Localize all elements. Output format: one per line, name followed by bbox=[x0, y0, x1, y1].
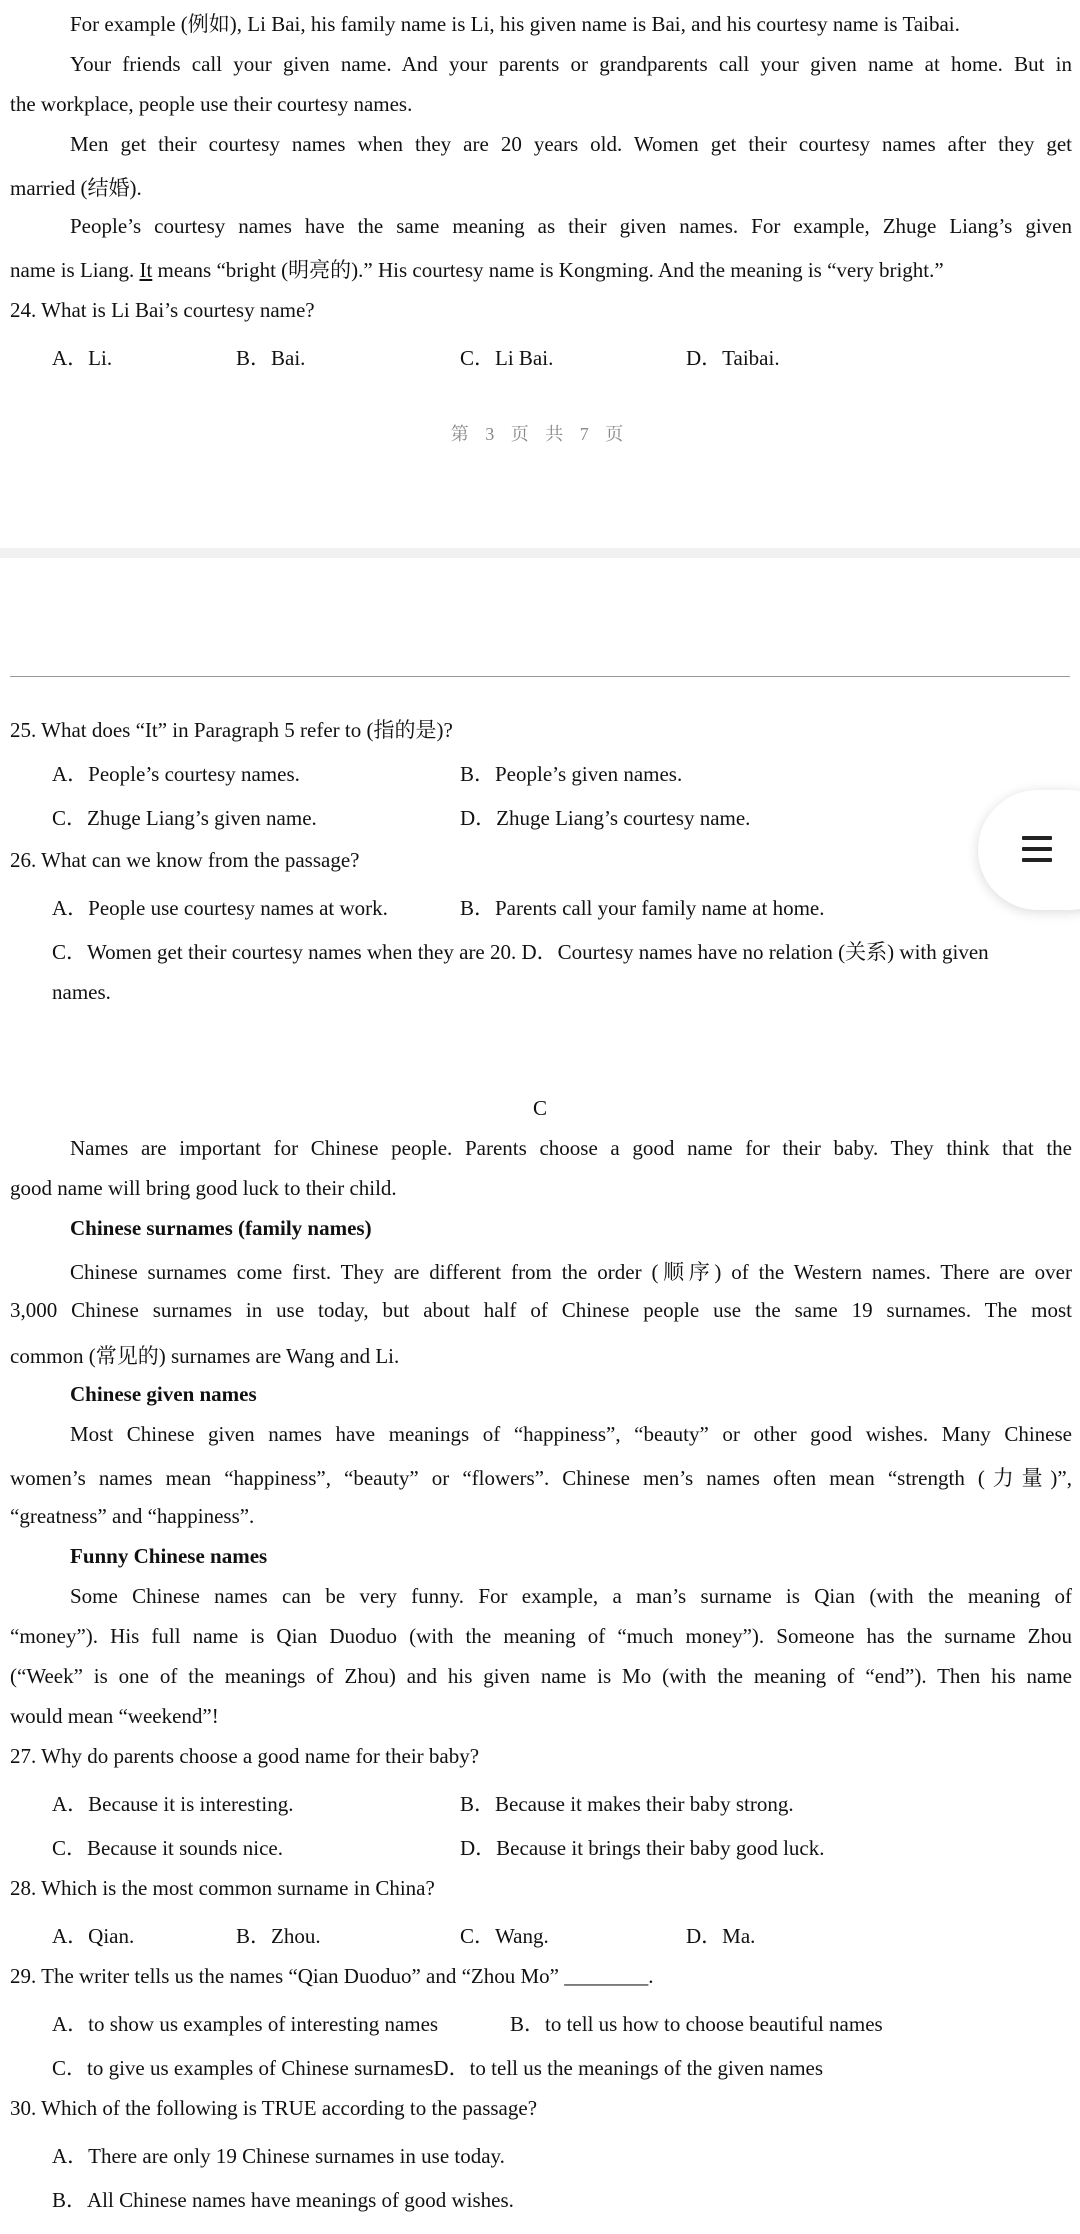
q24-option-a: A．Li. bbox=[52, 346, 113, 370]
paragraph-c1-line2: good name will bring good luck to their child. bbox=[10, 1176, 397, 1200]
question-24-stem: 24. What is Li Bai’s courtesy name? bbox=[10, 298, 315, 322]
q28-option-a: A．Qian. bbox=[52, 1924, 135, 1948]
page-footer: 第 3 页 共 7 页 bbox=[450, 424, 630, 444]
question-25-stem: 25. What does “It” in Paragraph 5 refer to (指的是)? bbox=[10, 718, 453, 742]
q27-option-b: B．Because it makes their baby strong. bbox=[460, 1792, 794, 1816]
q26-option-cd-continued: names. bbox=[52, 980, 111, 1004]
q29-option-cd: C．to give us examples of Chinese surnamesD．to tell us the meanings of the given names bbox=[52, 2056, 824, 2080]
paragraph-meaning-line1: People’s courtesy names have the same meaning as their given names. For example, Zhuge Liang’s given bbox=[70, 214, 1072, 238]
q28-option-d: D．Ma. bbox=[686, 1924, 756, 1948]
q24-option-c: C．Li Bai. bbox=[460, 346, 554, 370]
menu-button[interactable] bbox=[978, 790, 1080, 910]
q28-option-c: C．Wang. bbox=[460, 1924, 549, 1948]
heading-given-names: Chinese given names bbox=[70, 1382, 257, 1406]
q26-option-b: B．Parents call your family name at home. bbox=[460, 896, 825, 920]
question-27-stem: 27. Why do parents choose a good name for their baby? bbox=[10, 1744, 480, 1768]
q29-option-b: B．to tell us how to choose beautiful names bbox=[510, 2012, 883, 2036]
q25-option-d: D．Zhuge Liang’s courtesy name. bbox=[460, 806, 751, 830]
header-rule bbox=[10, 676, 1070, 677]
paragraph-c1-line1: Names are important for Chinese people. Parents choose a good name for their baby. They think that the bbox=[70, 1136, 1072, 1160]
paragraph-c4-line3: (“Week” is one of the meanings of Zhou) and his given name is Mo (with the meaning of “end”). Then his name bbox=[10, 1664, 1072, 1688]
heading-surnames: Chinese surnames (family names) bbox=[70, 1216, 372, 1240]
paragraph-c4-line4: would mean “weekend”! bbox=[10, 1704, 219, 1728]
paragraph-c3-line1: Most Chinese given names have meanings of “happiness”, “beauty” or other good wishes. Many Chinese bbox=[70, 1422, 1072, 1446]
paragraph-friends-line1: Your friends call your given name. And your parents or grandparents call your given name at home. But in bbox=[70, 52, 1072, 76]
paragraph-c3-line2: women’s names mean “happiness”, “beauty” or “flowers”. Chinese men’s names often mean “strength (力量)”, bbox=[10, 1466, 1072, 1490]
paragraph-c3-line3: “greatness” and “happiness”. bbox=[10, 1504, 255, 1528]
question-26-stem: 26. What can we know from the passage? bbox=[10, 848, 360, 872]
q25-option-c: C．Zhuge Liang’s given name. bbox=[52, 806, 317, 830]
paragraph-c4-line2: “money”). His full name is Qian Duoduo (with the meaning of “much money”). Someone has the surname Zhou bbox=[10, 1624, 1072, 1648]
paragraph-example: For example (例如), Li Bai, his family name is Li, his given name is Bai, and his courtesy name is Taibai. bbox=[70, 12, 960, 36]
q26-option-a: A．People use courtesy names at work. bbox=[52, 896, 388, 920]
paragraph-men-line1: Men get their courtesy names when they are 20 years old. Women get their courtesy names after they get bbox=[70, 132, 1072, 156]
question-28-stem: 28. Which is the most common surname in China? bbox=[10, 1876, 435, 1900]
passage-c-label: C bbox=[532, 1096, 547, 1120]
paragraph-c2-line2: 3,000 Chinese surnames in use today, but about half of Chinese people use the same 19 surnames. The most bbox=[10, 1298, 1072, 1322]
q24-option-b: B．Bai. bbox=[236, 346, 306, 370]
q30-option-b: B．All Chinese names have meanings of good wishes. bbox=[52, 2188, 514, 2212]
q25-option-a: A．People’s courtesy names. bbox=[52, 762, 300, 786]
q27-option-d: D．Because it brings their baby good luck. bbox=[460, 1836, 825, 1860]
paragraph-meaning-line2: name is Liang. It means “bright (明亮的).” His courtesy name is Kongming. And the meaning is “very bright.” bbox=[10, 258, 944, 282]
heading-funny-names: Funny Chinese names bbox=[70, 1544, 268, 1568]
paragraph-friends-line2: the workplace, people use their courtesy names. bbox=[10, 92, 413, 116]
question-30-stem: 30. Which of the following is TRUE according to the passage? bbox=[10, 2096, 538, 2120]
q25-option-b: B．People’s given names. bbox=[460, 762, 683, 786]
paragraph-c2-line3: common (常见的) surnames are Wang and Li. bbox=[10, 1344, 400, 1368]
q30-option-a: A．There are only 19 Chinese surnames in use today. bbox=[52, 2144, 505, 2168]
q27-option-a: A．Because it is interesting. bbox=[52, 1792, 294, 1816]
question-29-stem: 29. The writer tells us the names “Qian Duoduo” and “Zhou Mo” ________. bbox=[10, 1964, 654, 1988]
paragraph-c2-line1: Chinese surnames come first. They are different from the order (顺序) of the Western names. There are over bbox=[70, 1260, 1072, 1284]
paragraph-men-line2: married (结婚). bbox=[10, 176, 142, 200]
page-break bbox=[0, 548, 1080, 558]
q26-option-cd: C．Women get their courtesy names when they are 20. D．Courtesy names have no relation (关系) with given bbox=[52, 940, 989, 964]
hamburger-icon bbox=[1022, 836, 1052, 869]
q27-option-c: C．Because it sounds nice. bbox=[52, 1836, 283, 1860]
q24-option-d: D．Taibai. bbox=[686, 346, 780, 370]
underlined-it: It bbox=[139, 258, 153, 282]
q29-option-a: A．to show us examples of interesting names bbox=[52, 2012, 439, 2036]
q28-option-b: B．Zhou. bbox=[236, 1924, 321, 1948]
paragraph-c4-line1: Some Chinese names can be very funny. For example, a man’s surname is Qian (with the meaning of bbox=[70, 1584, 1072, 1608]
